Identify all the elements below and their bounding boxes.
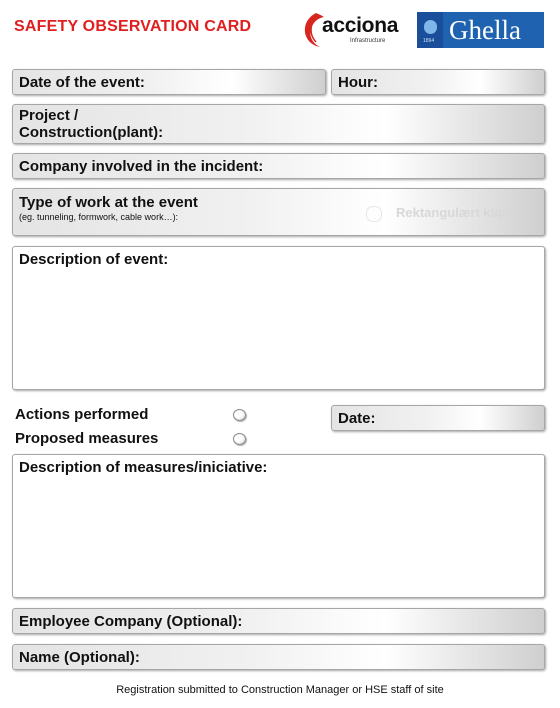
footer-note: Registration submitted to Construction Manager or HSE staff of site	[116, 684, 444, 696]
acciona-name: acciona	[322, 14, 399, 37]
work-type-label: Type of work at the event	[19, 194, 198, 211]
hour-label: Hour:	[338, 74, 378, 91]
proposed-measures-radio[interactable]	[233, 433, 246, 445]
card-title: SAFETY OBSERVATION CARD	[14, 18, 252, 35]
scissors-icon	[366, 206, 382, 222]
project-field[interactable]	[12, 104, 545, 144]
ghella-name: Ghella	[443, 12, 544, 48]
project-label-line2: Construction(plant):	[19, 124, 164, 141]
work-type-hint: (eg. tunneling, formwork, cable work…):	[19, 212, 179, 222]
ghella-year: 1894	[423, 38, 435, 44]
date-field[interactable]	[331, 405, 545, 431]
measures-description-field[interactable]	[12, 454, 545, 598]
employee-company-label: Employee Company (Optional):	[19, 613, 243, 630]
name-field[interactable]	[12, 644, 545, 670]
description-label: Description of event:	[19, 251, 169, 268]
hour-field[interactable]	[331, 69, 545, 95]
acciona-subtitle: Infrastructure	[350, 38, 386, 44]
snipping-overlay	[366, 205, 514, 222]
date-label: Date:	[338, 410, 376, 427]
proposed-measures-label: Proposed measures	[15, 430, 159, 447]
actions-performed-label: Actions performed	[15, 406, 149, 423]
company-field[interactable]	[12, 153, 545, 179]
measures-description-label: Description of measures/iniciative:	[19, 459, 268, 476]
description-field[interactable]	[12, 246, 545, 390]
date-of-event-label: Date of the event:	[19, 74, 145, 91]
snipping-overlay-label: Rektangulært klipp	[396, 205, 514, 220]
date-of-event-field[interactable]	[12, 69, 326, 95]
project-label-line1: Project /	[19, 107, 79, 124]
name-label: Name (Optional):	[19, 649, 140, 666]
acciona-logo	[300, 10, 400, 50]
ghella-logo	[417, 12, 544, 48]
ghella-mark-icon	[417, 12, 443, 48]
employee-company-field[interactable]	[12, 608, 545, 634]
company-label: Company involved in the incident:	[19, 158, 264, 175]
actions-performed-radio[interactable]	[233, 409, 246, 421]
